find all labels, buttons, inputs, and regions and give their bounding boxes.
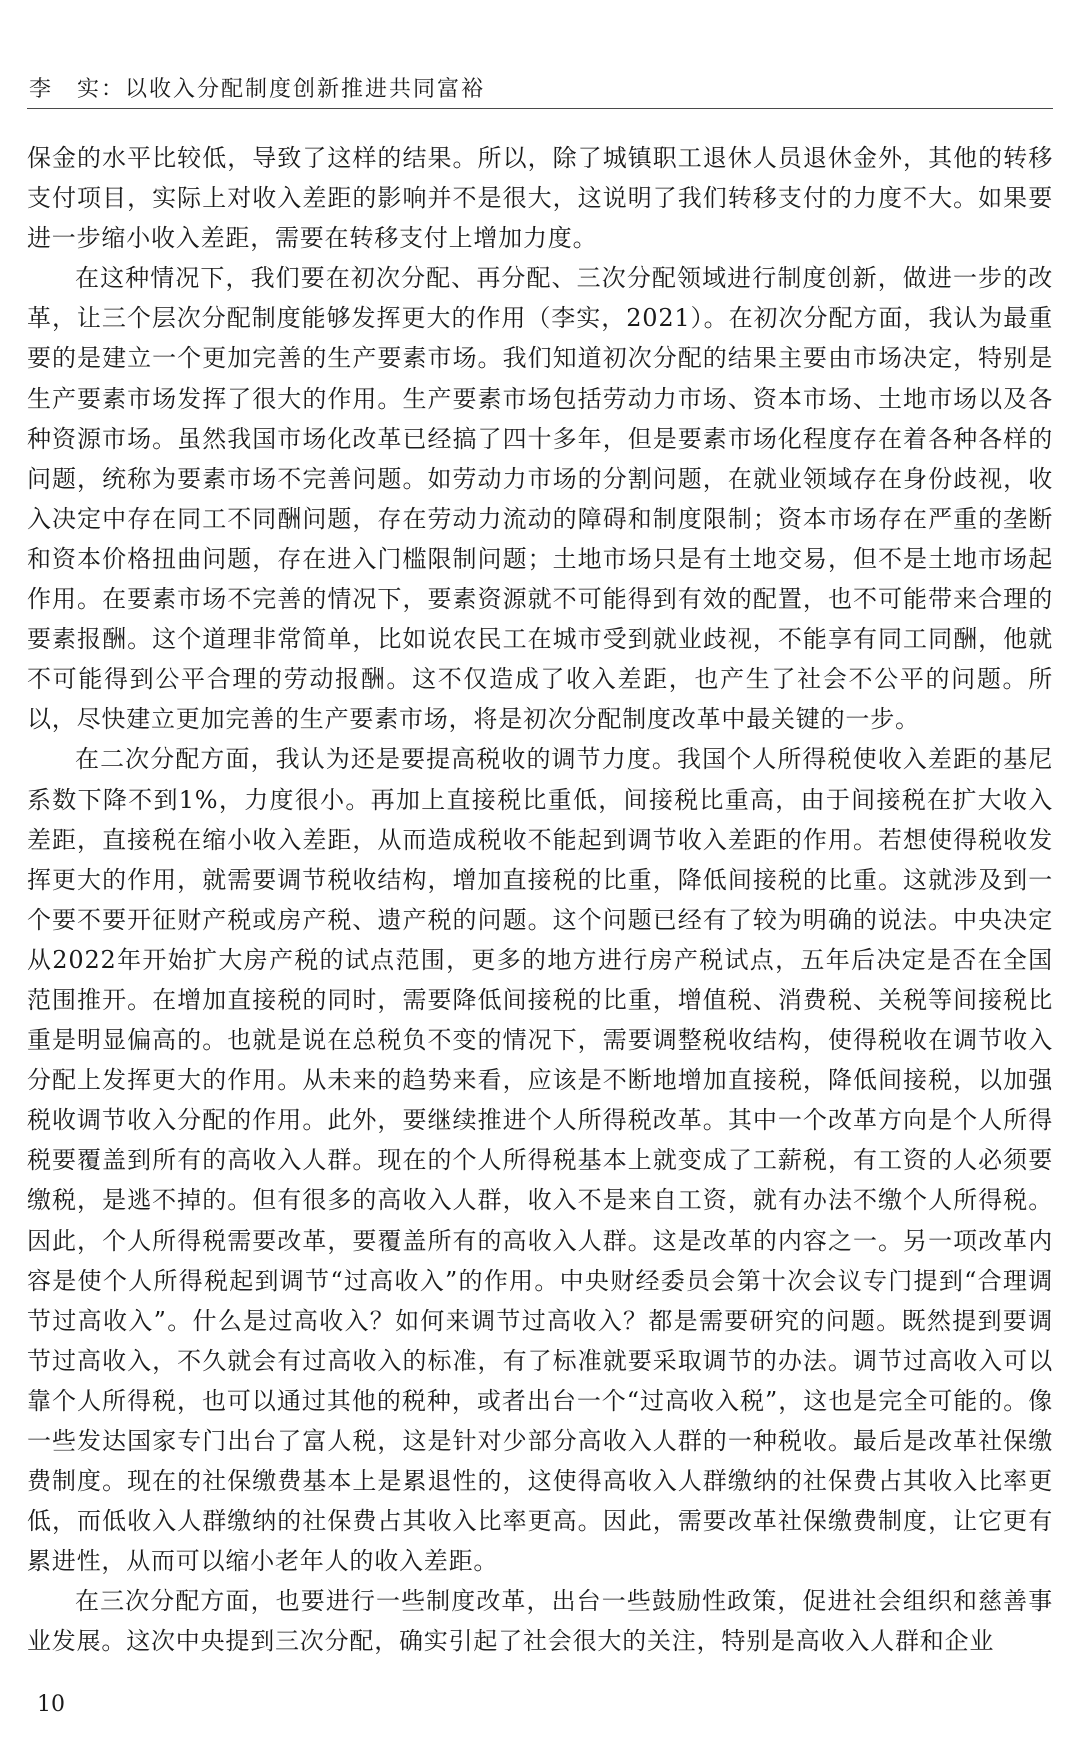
paragraph-4: 在三次分配方面，也要进行一些制度改革，出台一些鼓励性政策，促进社会组织和慈善事业发展。这次中央提到三次分配，确实引起了社会很大的关注，特别是高收入人群和企业 xyxy=(27,1587,1053,1656)
paragraph-1: 保金的水平比较低，导致了这样的结果。所以，除了城镇职工退休人员退休金外，其他的转移支付项目，实际上对收入差距的影响并不是很大，这说明了我们转移支付的力度不大。如果要进一步缩小收入差距，需要在转移支付上增加力度。 xyxy=(27,144,1053,253)
page-number: 10 xyxy=(37,1692,65,1717)
paragraph-2: 在这种情况下，我们要在初次分配、再分配、三次分配领域进行制度创新，做进一步的改革，让三个层次分配制度能够发挥更大的作用（李实，2021）。在初次分配方面，我认为最重要的是建立一个更加完善的生产要素市场。我们知道初次分配的结果主要由市场决定，特别是生产要素市场发挥了很大的作用。生产要素市场包括劳动力市场、资本市场、土地市场以及各种资源市场。虽然我国市场化改革已经搞了四十多年，但是要素市场化程度存在着各种各样的问题，统称为要素市场不完善问题。如劳动力市场的分割问题，在就业领域存在身份歧视，收入决定中存在同工不同酬问题，存在劳动力流动的障碍和制度限制；资本市场存在严重的垄断和资本价格扭曲问题，存在进入门槛限制问题；土地市场只是有土地交易，但不是土地市场起作用。在要素市场不完善的情况下，要素资源就不可能得到有效的配置，也不可能带来合理的要素报酬。这个道理非常简单，比如说农民工在城市受到就业歧视，不能享有同工同酬，他就不可能得到公平合理的劳动报酬。这不仅造成了收入差距，也产生了社会不公平的问题。所以，尽快建立更加完善的生产要素市场，将是初次分配制度改革中最关键的一步。 xyxy=(27,264,1053,734)
paragraph-3: 在二次分配方面，我认为还是要提高税收的调节力度。我国个人所得税使收入差距的基尼系数下降不到1%，力度很小。再加上直接税比重低，间接税比重高，由于间接税在扩大收入差距，直接税在缩小收入差距，从而造成税收不能起到调节收入差距的作用。若想使得税收发挥更大的作用，就需要调节税收结构，增加直接税的比重，降低间接税的比重。这就涉及到一个要不要开征财产税或房产税、遗产税的问题。这个问题已经有了较为明确的说法。中央决定从2022年开始扩大房产税的试点范围，更多的地方进行房产税试点，五年后决定是否在全国范围推开。在增加直接税的同时，需要降低间接税的比重，增值税、消费税、关税等间接税比重是明显偏高的。也就是说在总税负不变的情况下，需要调整税收结构，使得税收在调节收入分配上发挥更大的作用。从未来的趋势来看，应该是不断地增加直接税，降低间接税，以加强税收调节收入分配的作用。此外，要继续推进个人所得税改革。其中一个改革方向是个人所得税要覆盖到所有的高收入人群。现在的个人所得税基本上就变成了工薪税，有工资的人必须要缴税，是逃不掉的。但有很多的高收入人群，收入不是来自工资，就有办法不缴个人所得税。因此，个人所得税需要改革，要覆盖所有的高收入人群。这是改革的内容之一。另一项改革内容是使个人所得税起到调节“过高收入”的作用。中央财经委员会第十次会议专门提到“合理调节过高收入”。什么是过高收入？如何来调节过高收入？都是需要研究的问题。既然提到要调节过高收入，不久就会有过高收入的标准，有了标准就要采取调节的办法。调节过高收入可以靠个人所得税，也可以通过其他的税种，或者出台一个“过高收入税”，这也是完全可能的。像一些发达国家专门出台了富人税，这是针对少部分高收入人群的一种税收。最后是改革社保缴费制度。现在的社保缴费基本上是累退性的，这使得高收入人群缴纳的社保费占其收入比率更低，而低收入人群缴纳的社保费占其收入比率更高。因此，需要改革社保缴费制度，让它更有累进性，从而可以缩小老年人的收入差距。 xyxy=(27,745,1053,1576)
article-body xyxy=(27,138,1053,1662)
header-title: 李 实：以收入分配制度创新推进共同富裕 xyxy=(29,77,486,102)
running-header xyxy=(27,64,1053,109)
